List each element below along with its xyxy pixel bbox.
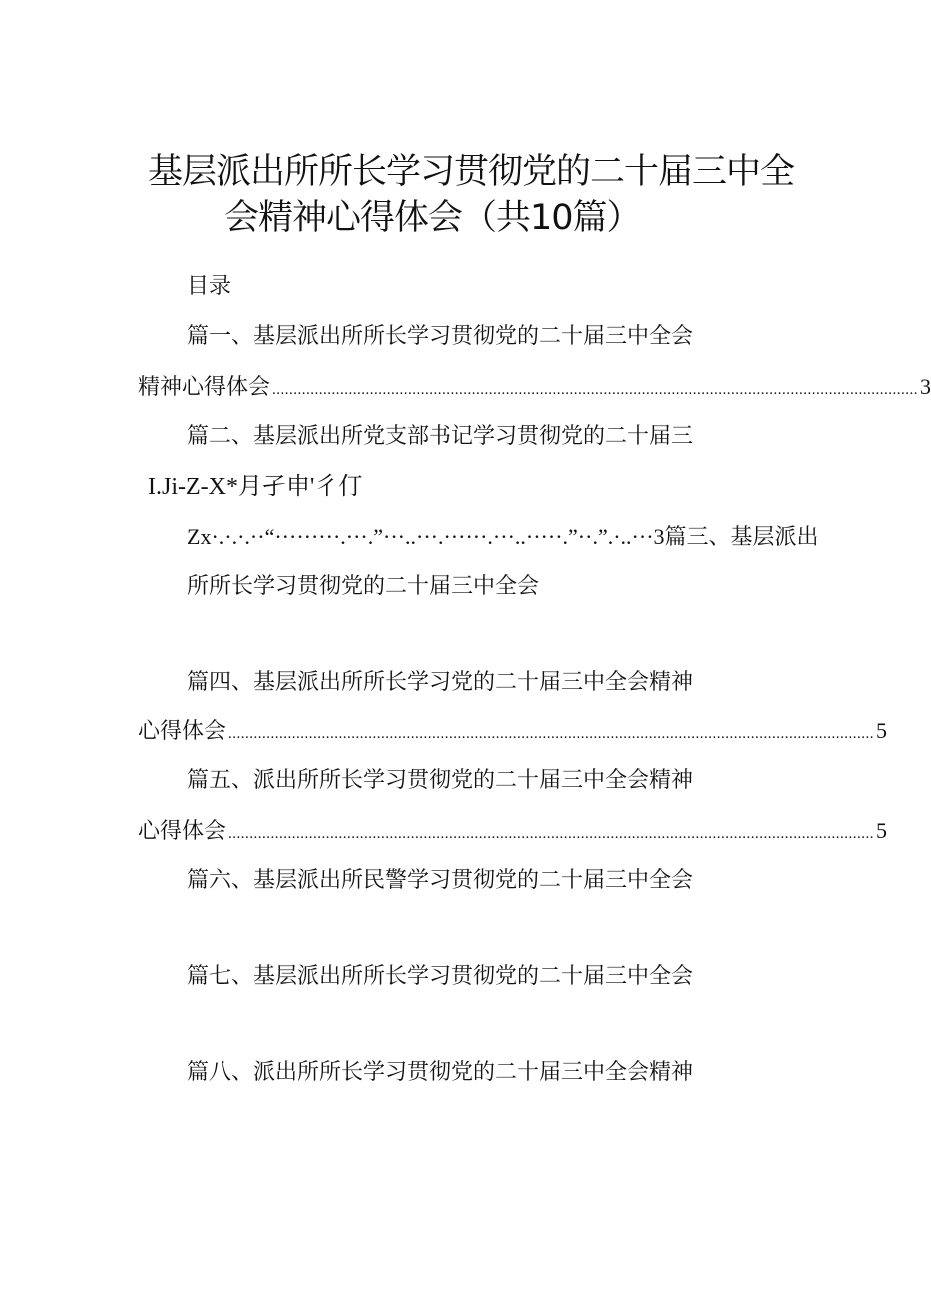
toc-entry-5-line-1[interactable]: 篇五、派出所所长学习贯彻党的二十届三中全会精神 <box>187 768 694 793</box>
toc-entry-4-line-2: 心得体会 <box>138 719 227 744</box>
toc-entry-8-line-1[interactable]: 篇八、派出所所长学习贯彻党的二十届三中全会精神 <box>187 1060 694 1085</box>
toc-entry-4-row[interactable] <box>138 716 888 746</box>
toc-entry-2-line-2: I.Ji-Z-X*月孑申'彳仃 <box>148 474 363 500</box>
toc-entry-1-page: 3 <box>920 374 931 399</box>
toc-entry-4-leader: ........................................................................................................................................................ <box>228 726 875 742</box>
toc-entry-2-line-1[interactable]: 篇二、基层派出所党支部书记学习贯彻党的二十届三 <box>187 424 694 449</box>
toc-entry-5-line-2: 心得体会 <box>138 819 227 844</box>
toc-entry-5-page: 5 <box>876 818 888 843</box>
toc-entry-7-line-1[interactable]: 篇七、基层派出所所长学习贯彻党的二十届三中全会 <box>187 964 694 989</box>
toc-entry-4-line-1[interactable]: 篇四、基层派出所所长学习党的二十届三中全会精神 <box>187 670 694 695</box>
toc-entry-3-line-2: 所所长学习贯彻党的二十届三中全会 <box>187 574 540 599</box>
toc-entry-3-line-1[interactable]: Zx·.·.·.··“·········.···.”···..···.······.···..·····.”··.”.·..···3篇三、基层派出 <box>187 524 819 549</box>
toc-entry-6-line-1[interactable]: 篇六、基层派出所民警学习贯彻党的二十届三中全会 <box>187 868 694 893</box>
toc-entry-1-row[interactable] <box>138 372 931 402</box>
toc-entry-4-page: 5 <box>876 718 888 743</box>
toc-entry-1-line-1[interactable]: 篇一、基层派出所所长学习贯彻党的二十届三中全会 <box>187 324 694 349</box>
document-title-line-2: 会精神心得体会（共10篇） <box>224 198 641 238</box>
toc-entry-1-line-2: 精神心得体会 <box>138 375 271 400</box>
document-title-line-1: 基层派出所所长学习贯彻党的二十届三中全 <box>148 152 795 192</box>
toc-heading: 目录 <box>187 274 232 299</box>
toc-entry-1-leader: ........................................................................................................................................................ <box>272 382 919 398</box>
toc-entry-5-leader: ........................................................................................................................................................ <box>228 826 875 842</box>
toc-entry-5-row[interactable] <box>138 816 888 846</box>
